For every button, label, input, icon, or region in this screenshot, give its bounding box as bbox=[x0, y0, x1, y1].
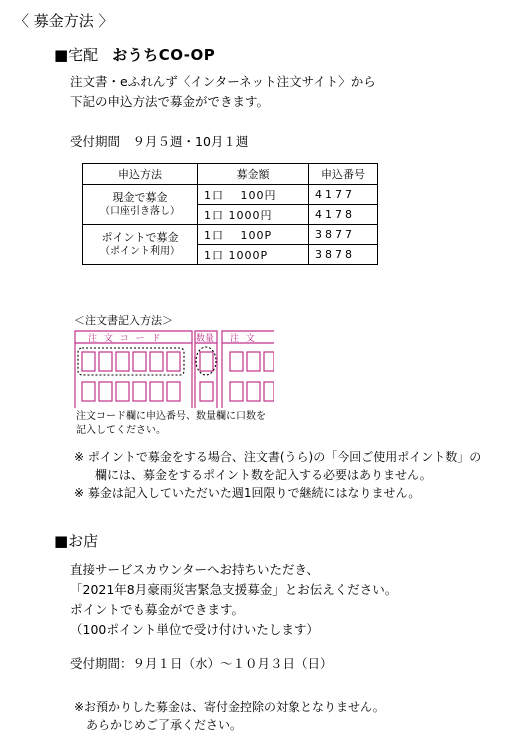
code-cell: 3877 bbox=[309, 225, 378, 245]
header-amount: 募金額 bbox=[198, 164, 309, 185]
footer-line1: ※お預かりした募金は、寄付金控除の対象となりません。 bbox=[74, 700, 385, 714]
note-2: ※ 募金は記入していただいた週1回限りで継続にはなりません。 bbox=[74, 486, 421, 500]
code-cell: 3878 bbox=[309, 245, 378, 265]
delivery-period: 受付期間 ９月５週・10月１週 bbox=[70, 134, 249, 149]
method-cell-point bbox=[83, 225, 198, 265]
delivery-heading-label: ■宅配 bbox=[54, 46, 99, 64]
note-1a: ※ ポイントで募金をする場合、注文書(うら)の「今回ご使用ポイント数」の bbox=[74, 450, 482, 464]
form-next-label: 注 文 bbox=[230, 334, 257, 344]
store-line4: （100ポイント単位で受け付けいたします） bbox=[70, 622, 319, 637]
form-guide-title: ＜注文書記入方法＞ bbox=[74, 314, 173, 327]
footer-line2: あらかじめご了承ください。 bbox=[86, 718, 243, 732]
store-line1: 直接サービスカウンターへお持ちいただき、 bbox=[70, 562, 320, 577]
amount-cell: 1口 1000P bbox=[198, 245, 309, 265]
method-sub: （口座引き落し） bbox=[100, 205, 180, 217]
amount-cell: 1口 100円 bbox=[198, 185, 309, 205]
delivery-line1: 注文書・eふれんず〈インターネット注文サイト〉から bbox=[70, 74, 376, 89]
form-code-label: 注 文 コ ー ド bbox=[88, 334, 163, 344]
header-method: 申込方法 bbox=[83, 164, 198, 185]
method-sub: （ポイント利用） bbox=[100, 245, 180, 257]
form-caption2: 記入してください。 bbox=[76, 425, 166, 436]
table-header-row bbox=[83, 164, 378, 185]
form-qty-label: 数量 bbox=[196, 334, 215, 344]
store-heading: ■お店 bbox=[54, 532, 99, 550]
table-row bbox=[83, 225, 378, 245]
method-cell-cash bbox=[83, 185, 198, 225]
delivery-heading bbox=[54, 44, 215, 65]
store-line3: ポイントでも募金ができます。 bbox=[70, 602, 245, 617]
delivery-line2: 下記の申込方法で募金ができます。 bbox=[70, 94, 270, 109]
form-caption1: 注文コード欄に申込番号、数量欄に口数を bbox=[76, 411, 266, 422]
note-1b: 欄には、募金をするポイント数を記入する必要はありません。 bbox=[95, 468, 432, 482]
page-title: 〈 募金方法 〉 bbox=[14, 12, 114, 30]
method-label: 現金で募金 bbox=[112, 190, 168, 204]
header-code: 申込番号 bbox=[309, 164, 378, 185]
method-label: ポイントで募金 bbox=[101, 230, 179, 244]
code-cell: 4177 bbox=[309, 185, 378, 205]
code-cell: 4178 bbox=[309, 205, 378, 225]
order-form-illustration bbox=[74, 330, 274, 408]
amount-cell: 1口 1000円 bbox=[198, 205, 309, 225]
brand-name: おうちCO-OP bbox=[112, 46, 216, 64]
amount-cell: 1口 100P bbox=[198, 225, 309, 245]
store-line2: 「2021年8月豪雨災害緊急支援募金」とお伝えください。 bbox=[70, 582, 398, 597]
table-row bbox=[83, 185, 378, 205]
fund-table bbox=[82, 163, 378, 265]
store-period: 受付期間：９月１日（水）～１０月３日（日） bbox=[70, 656, 333, 671]
